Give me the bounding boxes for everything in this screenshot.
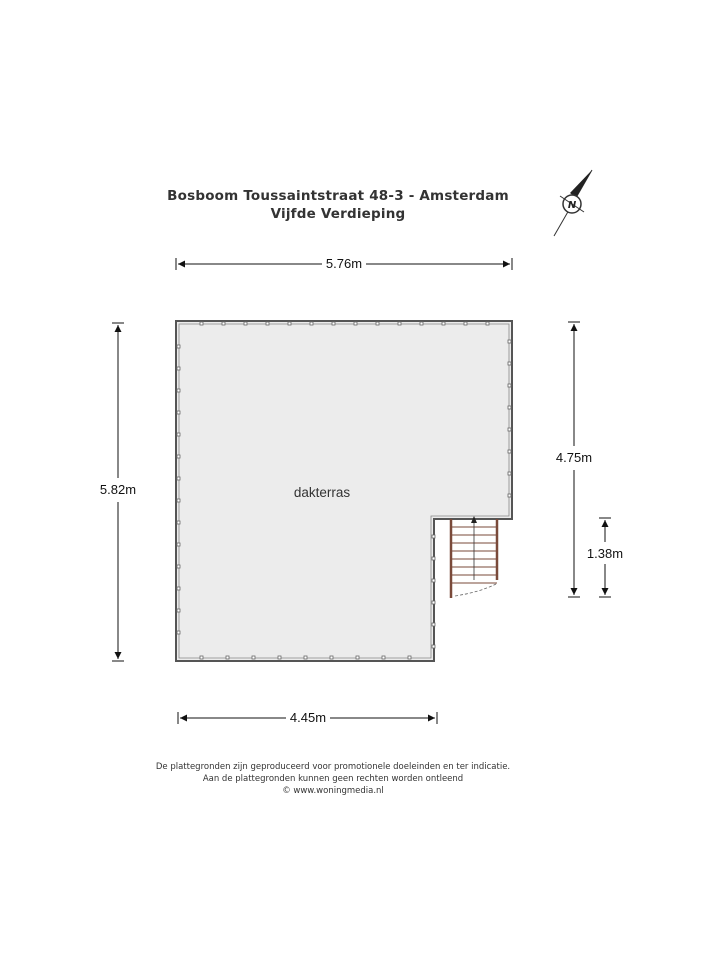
dimension-stair-label: 1.38m [586, 546, 624, 561]
disclaimer-line: De plattegronden zijn geproduceerd voor promotionele doeleinden en ter indicatie. [155, 762, 511, 772]
railing-post [177, 455, 180, 458]
railing-post [508, 362, 511, 365]
railing-post [177, 345, 180, 348]
railing-post [408, 656, 411, 659]
dimension-top [176, 256, 512, 271]
floor-title: Vijfde Verdieping [270, 206, 406, 222]
railing-post [354, 322, 357, 325]
dimension-left [100, 323, 136, 661]
railing-post [252, 656, 255, 659]
railing-post [508, 428, 511, 431]
railing-post [432, 601, 435, 604]
railing-post [244, 322, 247, 325]
copyright-line: © www.woningmedia.nl [282, 786, 384, 796]
dimension-bottom [178, 710, 437, 725]
compass-icon [554, 170, 592, 236]
railing-post [200, 656, 203, 659]
dimension-top-label: 5.76m [325, 256, 363, 271]
railing-post [304, 656, 307, 659]
railing-post [226, 656, 229, 659]
railing-post [177, 433, 180, 436]
railing-post [177, 587, 180, 590]
railing-post [508, 472, 511, 475]
railing-post [508, 450, 511, 453]
railing-post [266, 322, 269, 325]
railing-post [177, 367, 180, 370]
railing-post [278, 656, 281, 659]
railing-post [177, 609, 180, 612]
rights-line: Aan de plattegronden kunnen geen rechten worden ontleend [202, 774, 464, 784]
staircase [451, 516, 497, 598]
railing-post [177, 521, 180, 524]
railing-post [177, 543, 180, 546]
railing-post [376, 322, 379, 325]
railing-post [432, 535, 435, 538]
dimension-stair [587, 518, 623, 597]
railing-post [177, 411, 180, 414]
railing-post [330, 656, 333, 659]
dimension-right-label: 4.75m [555, 450, 593, 465]
railing-post [464, 322, 467, 325]
railing-post [356, 656, 359, 659]
railing-post [432, 579, 435, 582]
railing-post [177, 389, 180, 392]
railing-post [420, 322, 423, 325]
room-label: dakterras [293, 485, 351, 500]
railing-post [486, 322, 489, 325]
railing-post [508, 340, 511, 343]
compass-label: N [567, 200, 577, 211]
railing-post [432, 645, 435, 648]
railing-post [310, 322, 313, 325]
railing-post [508, 384, 511, 387]
railing-post [508, 406, 511, 409]
railing-post [398, 322, 401, 325]
railing-post [288, 322, 291, 325]
railing-post [332, 322, 335, 325]
railing-post [222, 322, 225, 325]
railing-post [200, 322, 203, 325]
railing-post [177, 499, 180, 502]
railing-post [177, 631, 180, 634]
railing-post [432, 623, 435, 626]
railing-post [508, 494, 511, 497]
railing-post [177, 477, 180, 480]
railing-post [442, 322, 445, 325]
railing-post [177, 565, 180, 568]
railing-post [382, 656, 385, 659]
dimension-bottom-label: 4.45m [289, 710, 327, 725]
railing-post [432, 557, 435, 560]
plan-title: Bosboom Toussaintstraat 48-3 - Amsterdam [167, 188, 509, 204]
dimension-left-label: 5.82m [99, 482, 137, 497]
